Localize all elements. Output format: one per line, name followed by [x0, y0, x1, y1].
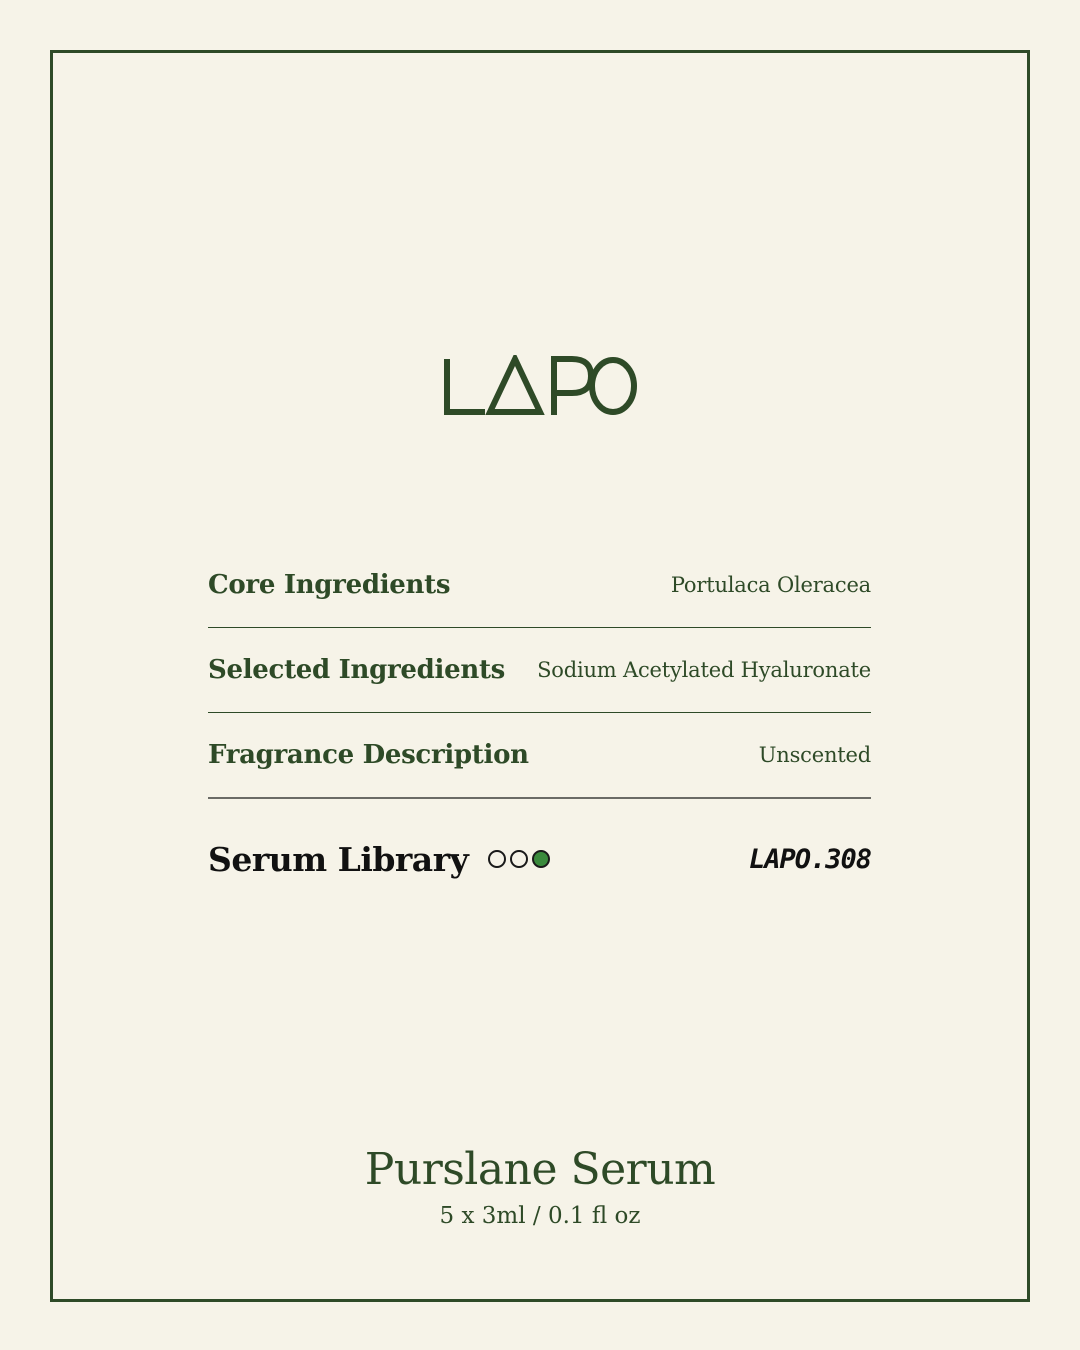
info-row-core-ingredients [208, 543, 871, 628]
info-value: Unscented [758, 743, 871, 767]
product-block [0, 1140, 1080, 1232]
library-code: LAPO.308 [748, 843, 871, 875]
serum-library-heading [208, 840, 550, 879]
info-value: Portulaca Oleracea [670, 573, 871, 597]
serum-library-title: Serum Library [208, 839, 469, 879]
product-name: Purslane Serum [364, 1144, 716, 1195]
serum-library-row [208, 832, 871, 886]
indicator-dot [488, 850, 506, 868]
info-row-fragrance-description [208, 713, 871, 799]
info-row-selected-ingredients [208, 628, 871, 713]
info-label: Fragrance Description [208, 740, 529, 770]
ingredient-info-table [208, 543, 871, 799]
brand-logo [0, 350, 1080, 420]
indicator-dot-active [532, 850, 550, 868]
product-size: 5 x 3ml / 0.1 fl oz [439, 1203, 641, 1229]
lapo-logo-icon [442, 355, 638, 415]
info-value: Sodium Acetylated Hyaluronate [537, 658, 871, 682]
info-label: Core Ingredients [208, 570, 451, 600]
info-label: Selected Ingredients [208, 655, 505, 685]
collection-indicator [488, 850, 550, 868]
indicator-dot [510, 850, 528, 868]
